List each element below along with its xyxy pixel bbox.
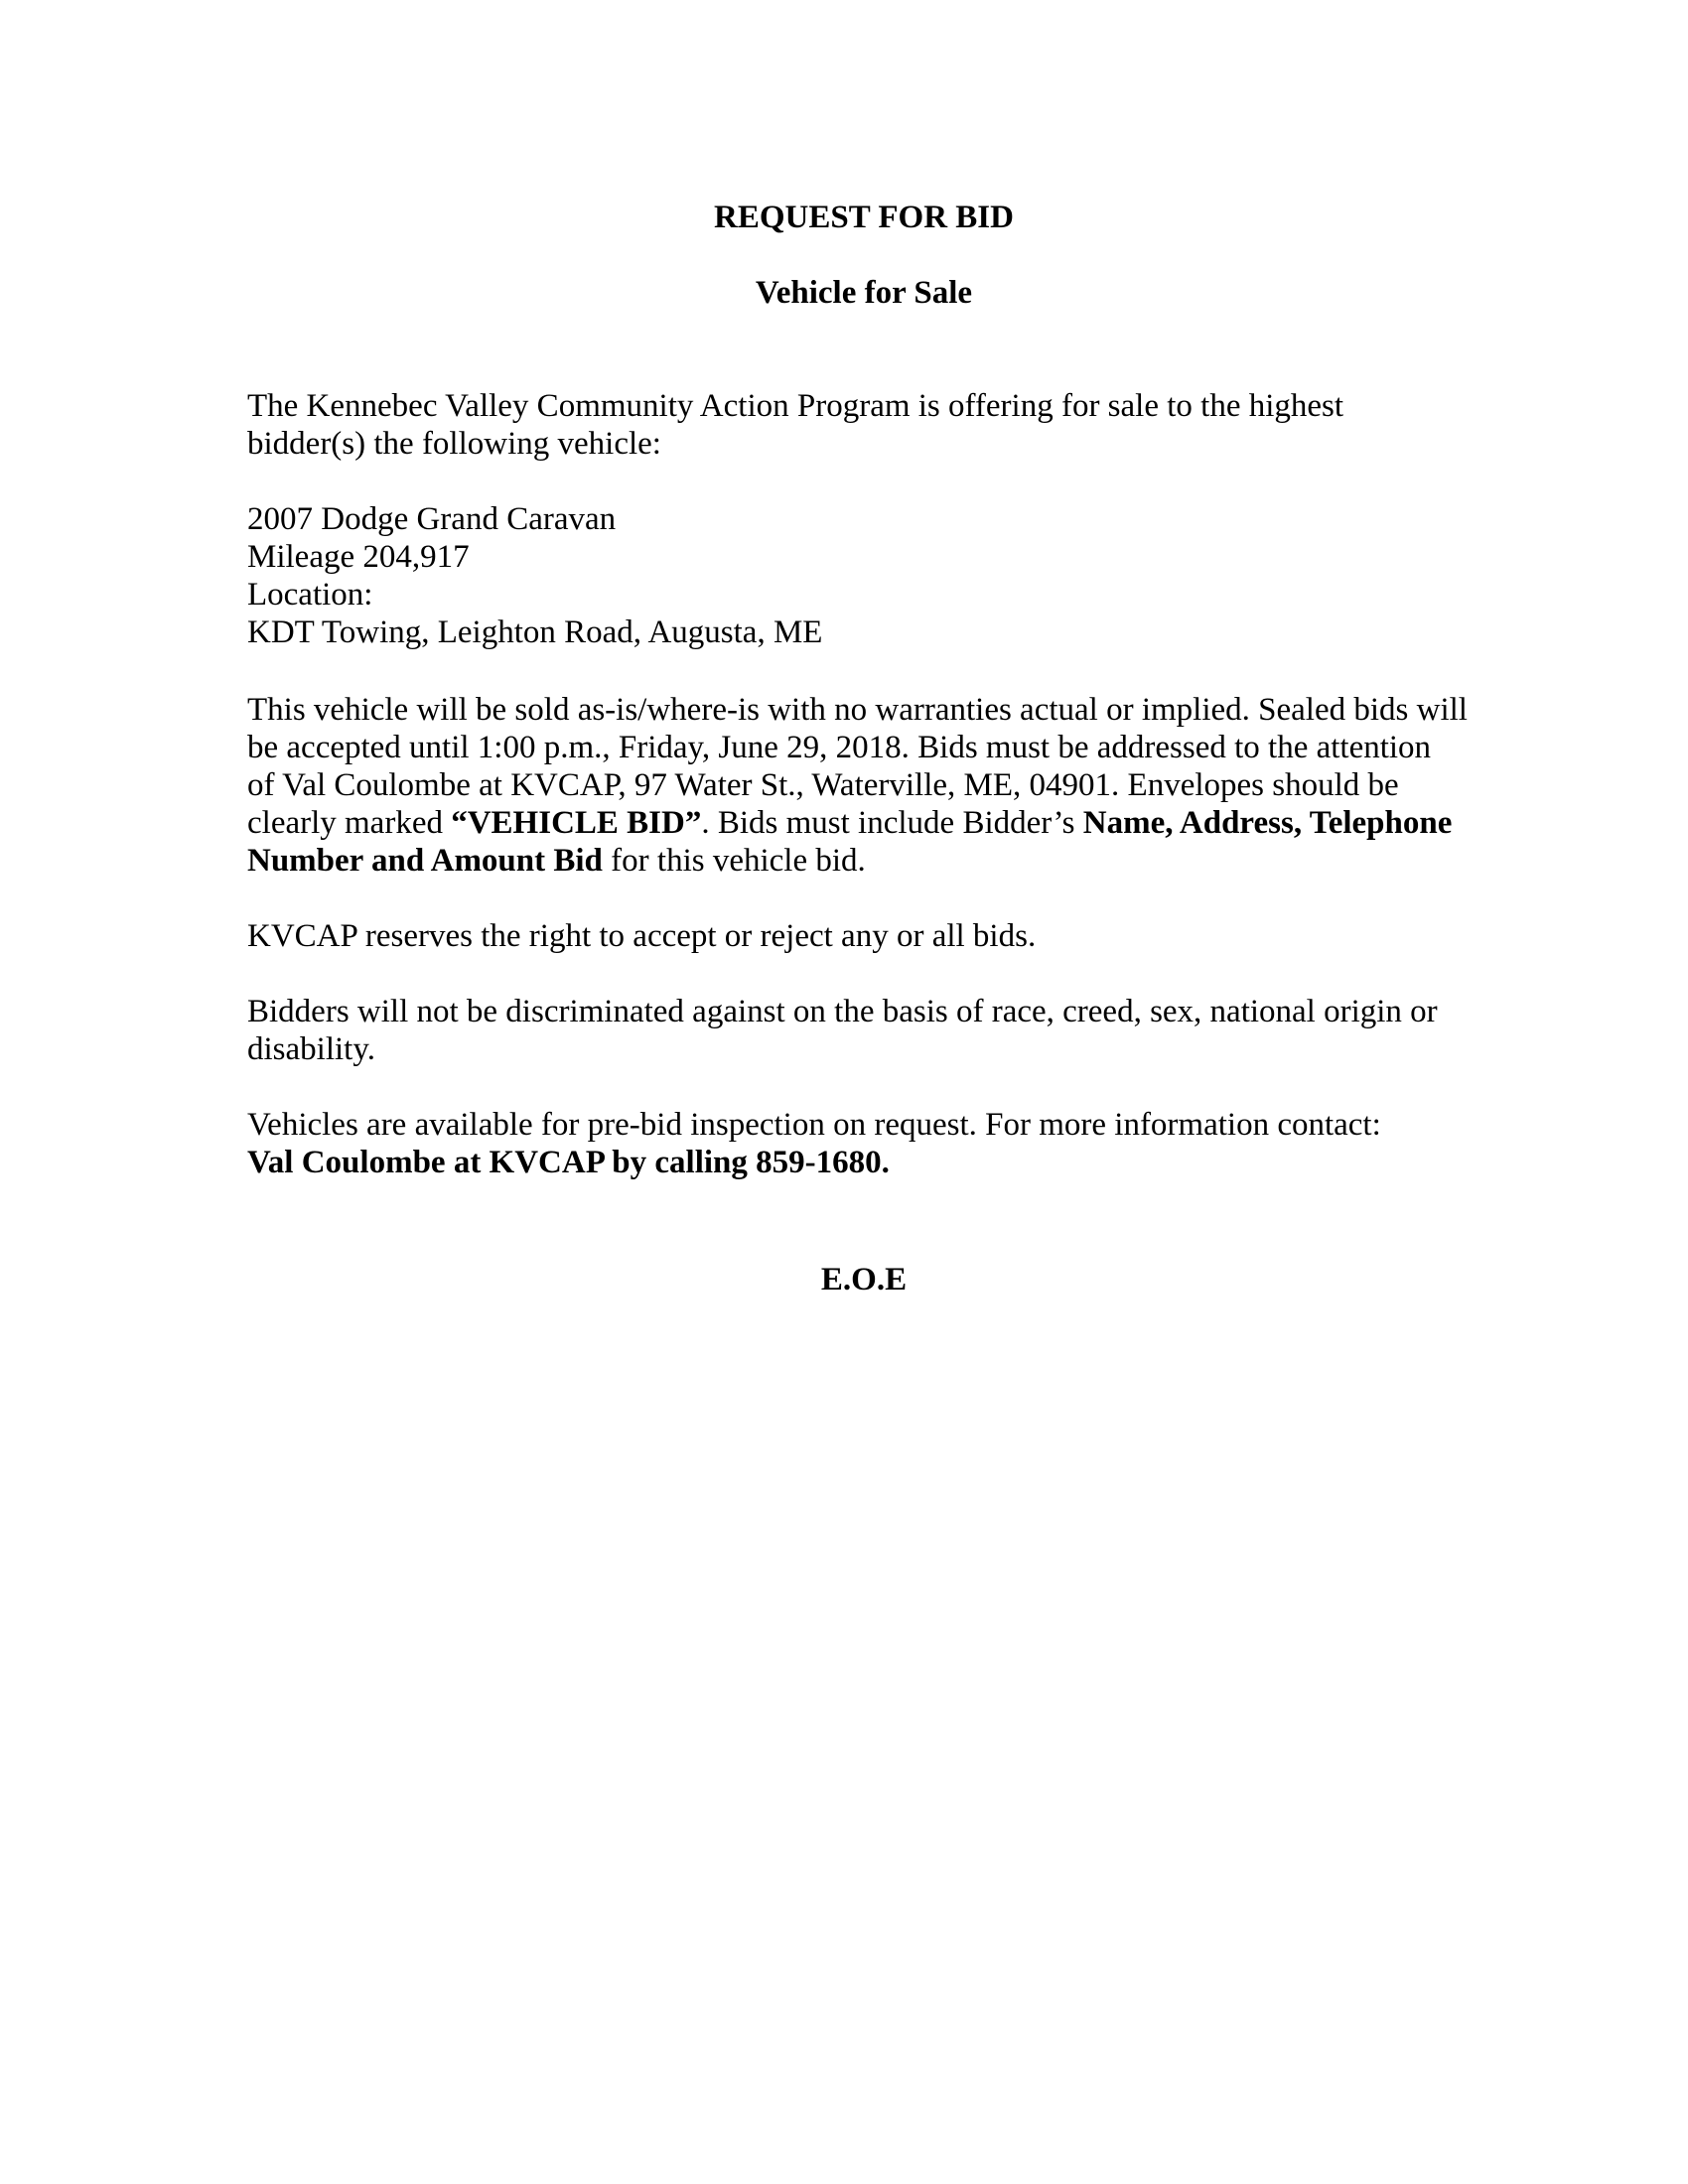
contact-paragraph — [247, 1106, 1498, 1181]
nondiscrimination-line: disability. — [247, 1031, 375, 1067]
reserve-paragraph — [247, 917, 1498, 955]
required-fields: Number and Amount Bid — [247, 843, 603, 879]
vehicle-details — [247, 500, 1498, 651]
terms-text: . Bids must include Bidder’s — [701, 805, 1083, 841]
intro-line: The Kennebec Valley Community Action Program is offering for sale to the highest — [247, 388, 1344, 424]
terms-line: This vehicle will be sold as-is/where-is with no warranties actual or implied. Sealed bids will — [247, 692, 1468, 728]
required-fields: Name, Address, Telephone — [1082, 805, 1453, 841]
page-title: REQUEST FOR BID — [714, 200, 1014, 235]
intro-paragraph — [247, 387, 1498, 463]
terms-text: for this vehicle bid. — [602, 843, 866, 879]
contact-phone-line: Val Coulombe at KVCAP by calling 859-1680. — [247, 1145, 890, 1180]
terms-paragraph — [247, 691, 1498, 880]
vehicle-location-label: Location: — [247, 577, 373, 613]
nondiscrimination-paragraph — [247, 993, 1498, 1068]
terms-line: be accepted until 1:00 p.m., Friday, June 29, 2018. Bids must be addressed to the attention — [247, 730, 1432, 765]
vehicle-bid-marking: “VEHICLE BID” — [451, 805, 702, 841]
terms-line — [247, 804, 1498, 842]
terms-line — [247, 842, 1498, 880]
vehicle-location: KDT Towing, Leighton Road, Augusta, ME — [247, 614, 823, 650]
vehicle-model: 2007 Dodge Grand Caravan — [247, 501, 617, 537]
page-subtitle: Vehicle for Sale — [755, 275, 973, 311]
contact-line: Vehicles are available for pre-bid inspection on request. For more information contact: — [247, 1107, 1381, 1143]
terms-text: clearly marked — [247, 805, 452, 841]
vehicle-mileage: Mileage 204,917 — [247, 539, 470, 575]
eoe-mark: E.O.E — [820, 1262, 908, 1297]
reserve-text: KVCAP reserves the right to accept or reject any or all bids. — [247, 918, 1037, 954]
nondiscrimination-line: Bidders will not be discriminated against on the basis of race, creed, sex, national origin or — [247, 994, 1438, 1029]
intro-line: bidder(s) the following vehicle: — [247, 426, 661, 462]
terms-line: of Val Coulombe at KVCAP, 97 Water St., Waterville, ME, 04901. Envelopes should be — [247, 767, 1399, 803]
